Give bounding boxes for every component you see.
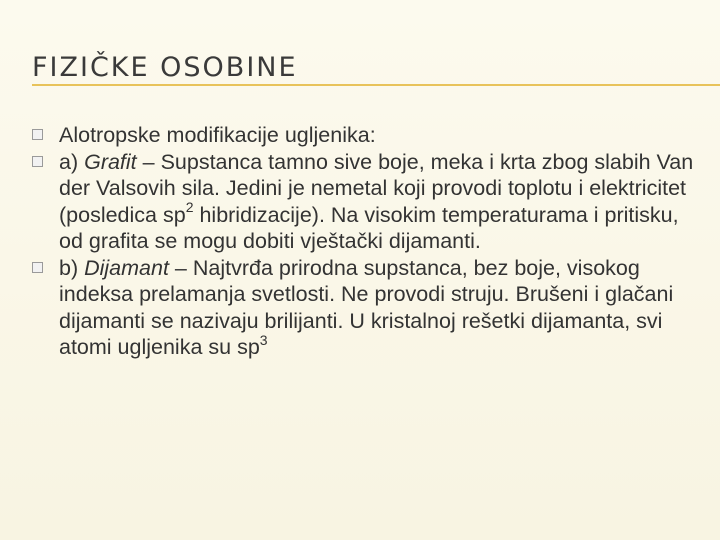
item-prefix: b) [59, 255, 85, 280]
superscript: 2 [185, 199, 194, 216]
slide-title: FIZIČKE OSOBINE [32, 52, 298, 83]
list-item [32, 255, 700, 361]
item-term: Dijamant [84, 255, 169, 280]
square-bullet-icon [32, 129, 43, 140]
list-item [32, 149, 700, 255]
item-body: – Supstanca tamno sive boje, meka i krta zbog slabih Van der Valsovih sila. Jedini je nemetal koji provodi toplotu i elektricitet (posledica sp [59, 149, 694, 227]
item-text: Alotropske modifikacije ugljenika: [59, 123, 376, 147]
square-bullet-icon [32, 262, 43, 273]
item-tail: hibridizacije). Na visokim temperaturama i pritisku, od grafita se mogu dobiti vještački dijamanti. [59, 202, 679, 253]
title-underline [32, 84, 720, 86]
superscript: 3 [259, 331, 268, 348]
item-term: Grafit [84, 149, 137, 174]
item-prefix: a) [59, 149, 85, 174]
bullet-list [32, 122, 700, 361]
square-bullet-icon [32, 156, 43, 167]
item-body: – Najtvrđa prirodna supstanca, bez boje, visokog indeksa prelamanja svetlosti. Ne provodi struju. Brušeni i glačani dijamanti se nazivaju brilijanti. U kristalnoj rešetki dijamanta, svi atomi ugljenika su sp [59, 255, 674, 359]
list-item [32, 122, 700, 149]
